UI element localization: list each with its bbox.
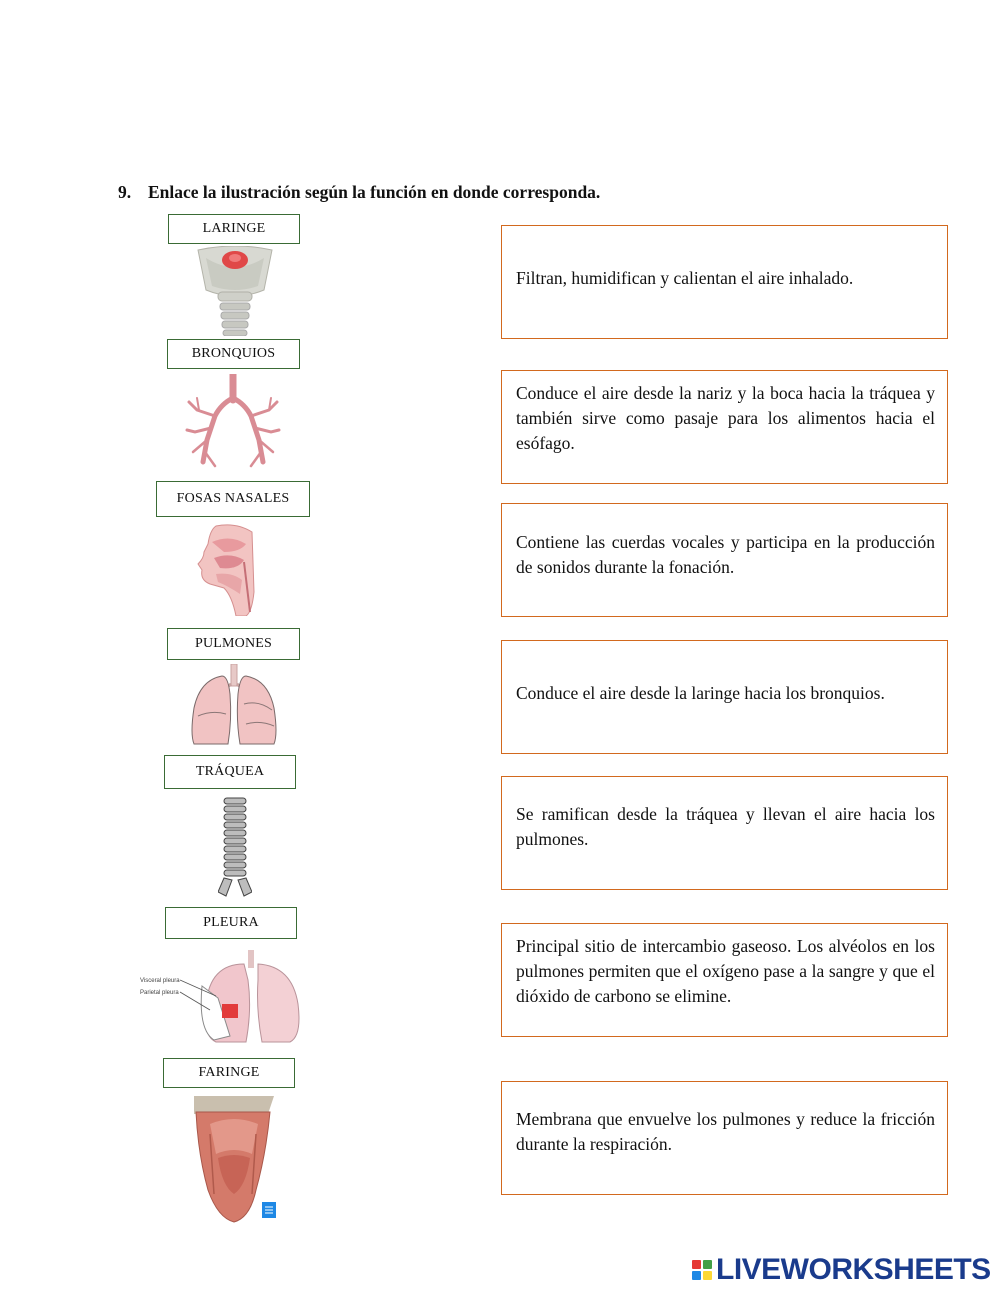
definition-text-7: Membrana que envuelve los pulmones y reduce la fricción durante la respiración. [516,1109,935,1154]
label-laringe[interactable]: LARINGE [168,214,300,244]
label-faringe[interactable]: FARINGE [163,1058,295,1088]
label-traquea[interactable]: TRÁQUEA [164,755,296,789]
definition-box-5[interactable] [501,776,948,890]
definition-text-1: Filtran, humidifican y calientan el aire inhalado. [516,267,854,288]
definition-box-4[interactable] [501,640,948,754]
question-heading [118,182,600,203]
question-text: Enlace la ilustración según la función en donde corresponda. [148,182,601,202]
pharynx-illustration [190,1094,280,1224]
definition-text-3: Contiene las cuerdas vocales y participa en la producción de sonidos durante la fonación. [516,532,935,577]
label-fosas-nasales[interactable]: FOSAS NASALES [156,481,310,517]
nasal-cavity-illustration [196,522,258,616]
definition-box-1[interactable] [501,225,948,339]
definition-box-6[interactable] [501,923,948,1037]
bronchi-illustration [185,374,281,470]
pleura-annotation-parietal: Parietal pleura [140,990,179,996]
definition-text-5: Se ramifican desde la tráquea y llevan el aire hacia los pulmones. [516,804,935,849]
pleura-annotation-visceral: Visceral pleura [140,978,180,984]
liveworksheets-logo [692,1254,991,1286]
question-number: 9. [118,182,132,202]
label-bronquios[interactable]: BRONQUIOS [167,339,300,369]
pleura-illustration [140,950,304,1046]
definition-text-6: Principal sitio de intercambio gaseoso. Los alvéolos en los pulmones permiten que el oxígeno pase a la sangre y que el dióxido de carbono se elimine. [516,936,935,1006]
definition-box-2[interactable] [501,370,948,484]
label-pulmones[interactable]: PULMONES [167,628,300,660]
definition-box-7[interactable] [501,1081,948,1195]
definition-box-3[interactable] [501,503,948,617]
trachea-illustration [218,796,252,898]
lungs-illustration [188,664,280,746]
logo-squares-icon [692,1260,712,1280]
larynx-illustration [192,246,278,336]
label-pleura[interactable]: PLEURA [165,907,297,939]
logo-text: LIVEWORKSHEETS [716,1253,991,1286]
definition-text-4: Conduce el aire desde la laringe hacia los bronquios. [516,682,885,703]
definition-text-2: Conduce el aire desde la nariz y la boca hacia la tráquea y también sirve como pasaje para los alimentos hacia el esófago. [516,383,935,453]
